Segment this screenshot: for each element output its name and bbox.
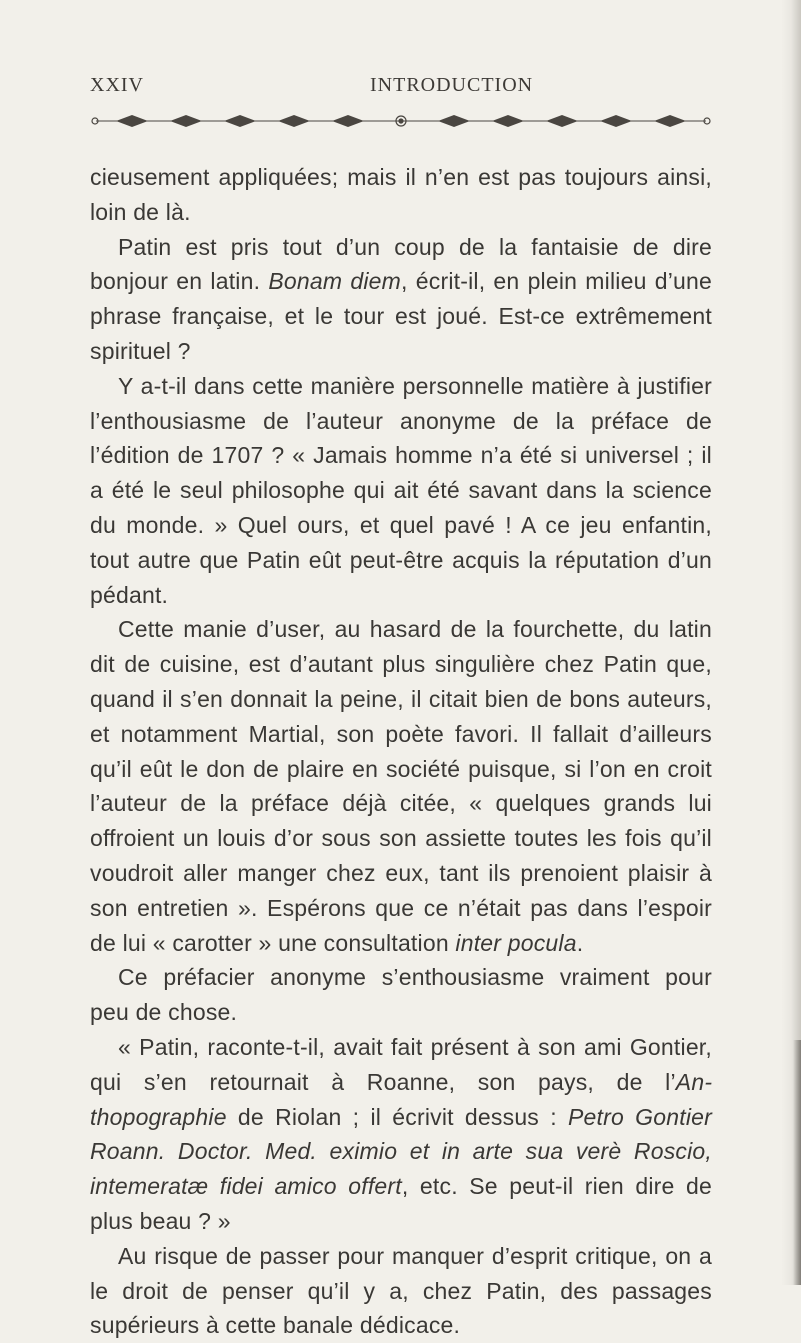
italic-text: Anthopographie (90, 1068, 712, 1130)
lozenge-ornament-icon (278, 115, 310, 127)
lozenge-ornament-icon (170, 115, 202, 127)
lozenge-ornament-icon (116, 115, 148, 127)
running-head: INTRODUCTION (370, 74, 534, 96)
text-run: . (576, 929, 584, 956)
page-edge-shadow-lower (793, 1040, 801, 1285)
italic-text: Petro Gontier Roann. Doctor. Med. eximio et in arte sua verè Roscio, intemeratæ fidei amico offert (90, 1103, 712, 1200)
text-run: Cette manie d’user, au hasard de la fourchette, du latin dit de cuisine, est d’autant plus singulière chez Patin que, quand il s’en donnait la peine, il citait bien de bons auteurs, et notamment Martial, son poète favori. Il fallait d’ailleurs qu’il eût le don de plaire en société puisque, si l’on en croit l’auteur de la préface déjà citée, « quelques grands lui offroient un louis d’or sous son assiette toutes les fois qu’il voudroit aller manger chez eux, tant ils prenoient plaisir à son entretien ». Espérons que ce n’était pas dans l’espoir de lui « carotter » une consultation (90, 616, 712, 956)
text-run: , etc. Se peut-il rien dire de plus beau ? » (90, 1173, 712, 1234)
ornamental-rule-icon (90, 110, 712, 132)
paragraph (90, 230, 712, 369)
lozenge-ornament-icon (654, 115, 686, 127)
lozenge-ornament-icon (600, 115, 632, 127)
text-run: de Riolan ; il écrivit dessus : (226, 1103, 568, 1130)
page-number: XXIV (90, 74, 144, 96)
lozenge-ornament-icon (332, 115, 364, 127)
paragraph (90, 160, 712, 230)
text-run: cieusement appliquées; mais il n’en est pas toujours ainsi, loin de là. (90, 164, 712, 225)
text-run: Ce préfacier anonyme s’enthousiasme vraiment pour peu de chose. (90, 964, 712, 1026)
body-text (90, 160, 712, 1343)
paragraph (90, 1030, 712, 1239)
paragraph (90, 612, 712, 960)
lozenge-ornament-icon (224, 115, 256, 127)
lozenge-ornament-icon (546, 115, 578, 127)
text-run: Patin est pris tout d’un coup de la fantaisie de dire bonjour en latin. (90, 233, 712, 295)
page-header (90, 74, 712, 104)
text-run: Y a-t-il dans cette manière personnelle matière à justifier l’enthousiasme de l’auteur anonyme de la préface de l’édition de 1707 ? « Jamais homme n’a été si universel ; il a été le seul philosophe qui ait été savant dans la science du monde. » Quel ours, et quel pavé ! A ce jeu enfantin, tout autre que Patin eût peut-être acquis la réputation d’un pédant. (90, 372, 712, 608)
lozenge-ornament-icon (492, 115, 524, 127)
text-run: « Patin, raconte-t-il, avait fait présent à son ami Gontier, qui s’en retournait à Roanne, son pays, de l’ (90, 1033, 712, 1095)
italic-text: inter pocula (455, 929, 577, 956)
italic-text: Bonam diem (268, 268, 402, 295)
text-run: , écrit-il, en plein milieu d’une phrase française, et le tour est joué. Est-ce extrêmement spirituel ? (90, 268, 713, 364)
paragraph (90, 369, 712, 613)
paragraph (90, 1239, 712, 1343)
text-run: Au risque de passer pour manquer d’esprit critique, on a le droit de penser qu’il y a, chez Patin, des passages supérieurs à cette banale dédicace. (90, 1242, 712, 1339)
paragraph (90, 960, 712, 1030)
lozenge-ornament-icon (438, 115, 470, 127)
